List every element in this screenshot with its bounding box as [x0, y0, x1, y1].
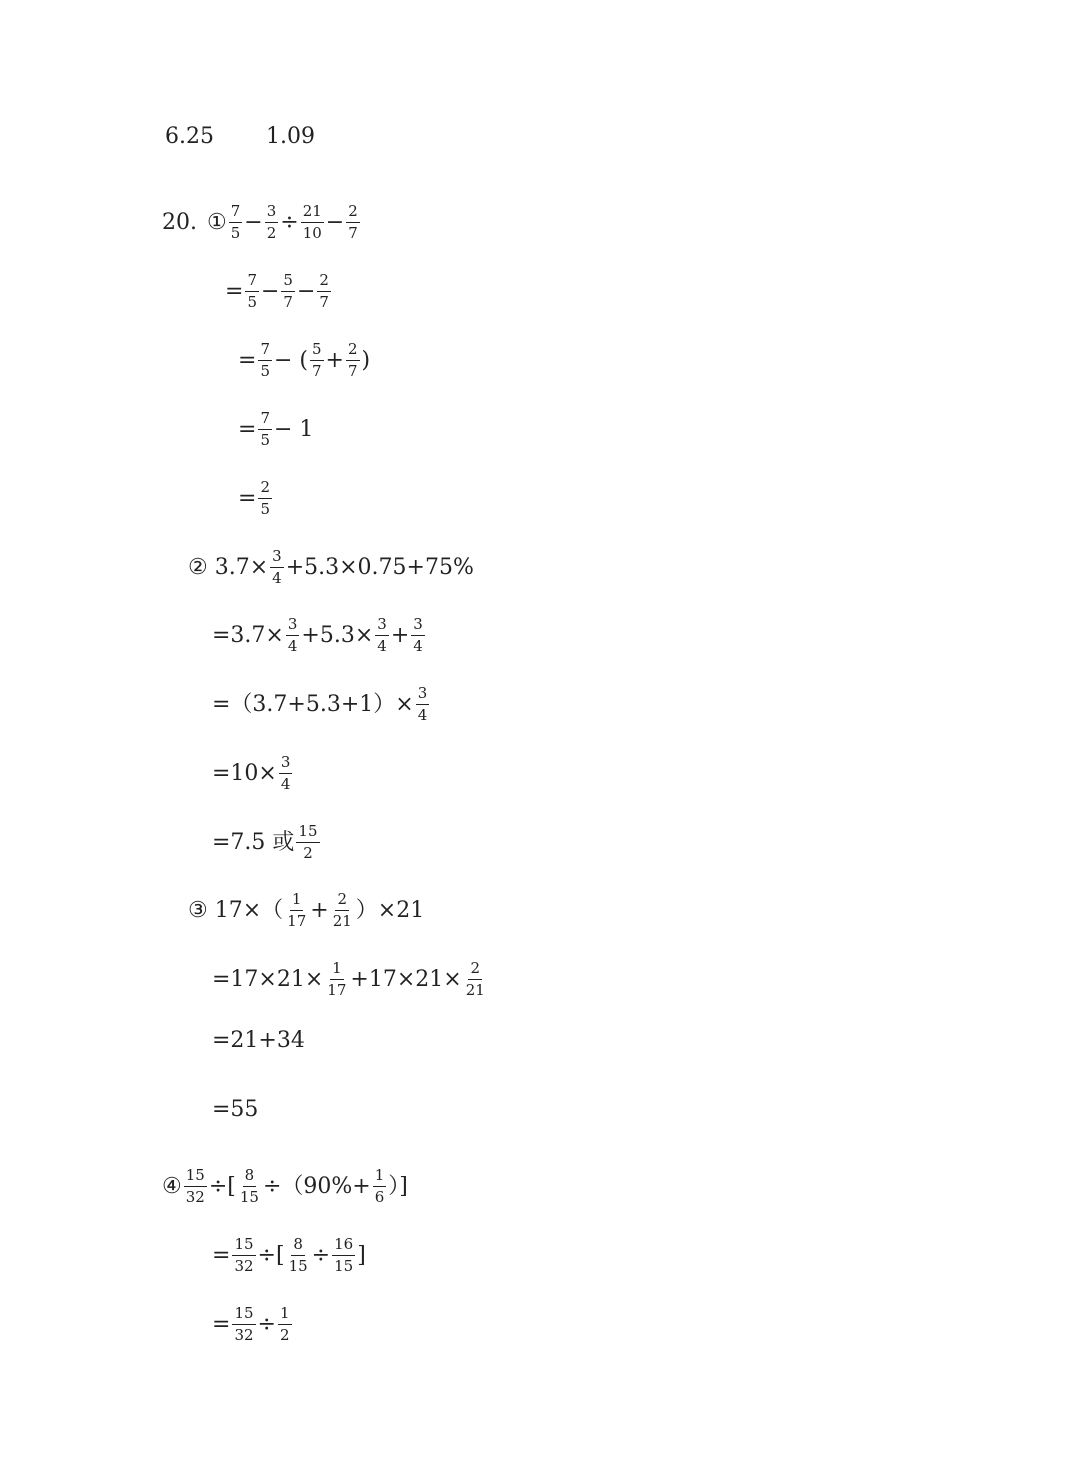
- math-text: =7.5 或: [212, 829, 295, 855]
- math-text: 20.: [162, 209, 197, 235]
- math-text: −: [296, 278, 316, 304]
- fraction: [317, 273, 331, 310]
- math-text: +: [325, 347, 344, 373]
- math-text: +: [310, 897, 329, 923]
- fraction: [301, 204, 324, 241]
- math-line-q20-1-s3: [238, 411, 313, 448]
- fraction-denominator: 7: [347, 362, 358, 380]
- fraction-denominator: 7: [283, 293, 293, 311]
- fraction-numerator: 2: [346, 204, 360, 223]
- fraction-denominator: 5: [247, 293, 257, 311]
- fraction: [245, 273, 259, 310]
- fraction-numerator: 8: [291, 1237, 305, 1256]
- fraction-denominator: 2: [303, 844, 313, 862]
- fraction: [464, 961, 487, 998]
- fraction-denominator: 5: [260, 362, 270, 380]
- math-line-q20-1-s2: [238, 342, 370, 379]
- fraction-denominator: 6: [374, 1188, 385, 1206]
- math-text: =21+34: [212, 1028, 305, 1053]
- fraction-numerator: 2: [335, 892, 349, 911]
- math-text: ④: [162, 1173, 182, 1199]
- math-line-q20-2-s1: [212, 617, 427, 654]
- math-line-values-line: [165, 126, 315, 148]
- fraction: [416, 686, 430, 723]
- math-text: − (: [273, 347, 308, 373]
- fraction-denominator: 5: [230, 224, 241, 242]
- fraction: [232, 1237, 255, 1274]
- math-text: ]: [357, 1242, 366, 1268]
- math-text: ÷[: [257, 1242, 285, 1268]
- math-line-q20-4-s1: [212, 1237, 366, 1274]
- math-text: =: [212, 1242, 231, 1268]
- fraction-denominator: 5: [260, 431, 270, 449]
- math-text: =55: [212, 1097, 259, 1122]
- math-text: ÷: [311, 1242, 331, 1268]
- fraction: [281, 273, 295, 310]
- math-text: − 1: [273, 416, 314, 442]
- fraction-numerator: 7: [258, 411, 272, 430]
- fraction-numerator: 3: [375, 617, 389, 636]
- fraction: [258, 411, 272, 448]
- math-line-q20-3-s3: [212, 1099, 258, 1121]
- math-text: ÷（90%+: [262, 1173, 371, 1199]
- fraction: [278, 1306, 292, 1343]
- fraction-denominator: 4: [413, 637, 423, 655]
- fraction-numerator: 3: [270, 549, 284, 568]
- math-line-q20-1: [162, 204, 362, 241]
- fraction: [232, 1306, 255, 1343]
- fraction: [265, 204, 279, 241]
- fraction-numerator: 7: [258, 342, 272, 361]
- fraction-numerator: 3: [279, 755, 293, 774]
- fraction: [325, 961, 348, 998]
- fraction-numerator: 7: [229, 204, 243, 223]
- fraction-numerator: 2: [258, 480, 272, 499]
- fraction: [373, 1168, 387, 1205]
- fraction-numerator: 8: [243, 1168, 257, 1187]
- math-line-q20-1-s1: [225, 273, 333, 310]
- fraction: [346, 204, 360, 241]
- fraction-numerator: 2: [317, 273, 331, 292]
- fraction: [270, 549, 284, 586]
- fraction-numerator: 2: [468, 961, 482, 980]
- fraction: [279, 755, 293, 792]
- fraction-numerator: 7: [245, 273, 259, 292]
- math-text: +17×21×: [350, 966, 462, 992]
- math-text: +5.3×0.75+75%: [285, 554, 474, 580]
- fraction: [346, 342, 360, 379]
- fraction-numerator: 15: [296, 824, 319, 843]
- fraction-numerator: 3: [411, 617, 425, 636]
- fraction-denominator: 15: [288, 1257, 308, 1275]
- fraction-numerator: 1: [330, 961, 344, 980]
- fraction-denominator: 17: [327, 981, 347, 999]
- fraction-denominator: 7: [319, 293, 329, 311]
- math-text: =（3.7+5.3+1）×: [212, 691, 414, 717]
- math-line-q20-2-s3: [212, 755, 294, 792]
- fraction-denominator: 32: [185, 1188, 205, 1206]
- fraction-denominator: 2: [266, 224, 277, 242]
- math-text: −: [244, 209, 263, 235]
- math-line-q20-2: [188, 549, 474, 586]
- fraction-denominator: 7: [348, 224, 358, 242]
- fraction: [184, 1168, 207, 1205]
- fraction: [286, 617, 300, 654]
- math-line-q20-2-s4: [212, 824, 322, 861]
- math-text: ）]: [388, 1173, 408, 1199]
- fraction-denominator: 2: [279, 1326, 290, 1344]
- math-text: ): [361, 347, 371, 373]
- math-text: −: [260, 278, 280, 304]
- math-text: 6.25: [165, 124, 214, 149]
- fraction-numerator: 3: [286, 617, 300, 636]
- fraction-numerator: 15: [232, 1237, 255, 1256]
- fraction-numerator: 16: [332, 1237, 355, 1256]
- math-text: =17×21×: [212, 966, 324, 992]
- fraction: [310, 342, 324, 379]
- fraction-denominator: 4: [417, 706, 428, 724]
- fraction-numerator: 2: [346, 342, 360, 361]
- math-text: ÷[: [208, 1173, 236, 1199]
- fraction-numerator: 21: [301, 204, 324, 223]
- fraction: [238, 1168, 261, 1205]
- fraction-denominator: 32: [234, 1326, 254, 1344]
- fraction: [258, 342, 272, 379]
- math-text: +: [390, 622, 410, 648]
- math-line-q20-4-s2: [212, 1306, 294, 1343]
- fraction-denominator: 32: [234, 1257, 254, 1275]
- fraction-denominator: 7: [312, 362, 322, 380]
- math-line-q20-3: [188, 892, 424, 929]
- fraction: [285, 892, 308, 929]
- fraction-denominator: 4: [272, 569, 282, 587]
- fraction-numerator: 1: [278, 1306, 292, 1325]
- fraction-numerator: 15: [232, 1306, 255, 1325]
- fraction: [229, 204, 243, 241]
- math-text: ÷: [280, 209, 299, 235]
- fraction-denominator: 4: [280, 775, 291, 793]
- math-text: −: [325, 209, 345, 235]
- fraction: [411, 617, 425, 654]
- fraction-numerator: 5: [281, 273, 295, 292]
- fraction-denominator: 4: [377, 637, 387, 655]
- fraction: [287, 1237, 310, 1274]
- fraction-numerator: 1: [373, 1168, 387, 1187]
- fraction: [375, 617, 389, 654]
- fraction-denominator: 10: [302, 224, 322, 242]
- math-text: ÷: [257, 1311, 276, 1337]
- math-text: =: [238, 416, 257, 442]
- math-text: ② 3.7×: [188, 554, 269, 580]
- fraction-numerator: 15: [184, 1168, 207, 1187]
- math-text: ）×21: [355, 897, 425, 923]
- fraction-numerator: 1: [290, 892, 304, 911]
- math-line-q20-2-s2: [212, 686, 431, 723]
- fraction: [331, 892, 354, 929]
- fraction-denominator: 5: [260, 500, 270, 518]
- fraction-numerator: 3: [416, 686, 430, 705]
- fraction-numerator: 5: [310, 342, 324, 361]
- fraction-denominator: 21: [332, 912, 352, 930]
- math-text: =: [212, 1311, 231, 1337]
- fraction: [296, 824, 319, 861]
- fraction-denominator: 21: [465, 981, 485, 999]
- fraction-denominator: 4: [287, 637, 298, 655]
- fraction-denominator: 15: [334, 1257, 354, 1275]
- math-text: +5.3×: [301, 622, 374, 648]
- fraction: [332, 1237, 355, 1274]
- math-text: =3.7×: [212, 622, 284, 648]
- fraction-denominator: 15: [239, 1188, 259, 1206]
- math-text: ①: [207, 209, 227, 235]
- math-text: =: [225, 278, 244, 304]
- math-line-q20-3-s2: [212, 1030, 305, 1052]
- math-text: =: [238, 347, 257, 373]
- math-line-q20-4: [162, 1168, 408, 1205]
- fraction: [258, 480, 272, 517]
- math-line-q20-3-s1: [212, 961, 489, 998]
- math-text: ③ 17×（: [188, 897, 284, 923]
- math-line-q20-1-s4: [238, 480, 274, 517]
- math-text: 1.09: [265, 124, 315, 149]
- fraction-denominator: 17: [287, 912, 307, 930]
- math-text: =10×: [212, 760, 277, 786]
- math-text: =: [238, 485, 257, 511]
- fraction-numerator: 3: [265, 204, 279, 223]
